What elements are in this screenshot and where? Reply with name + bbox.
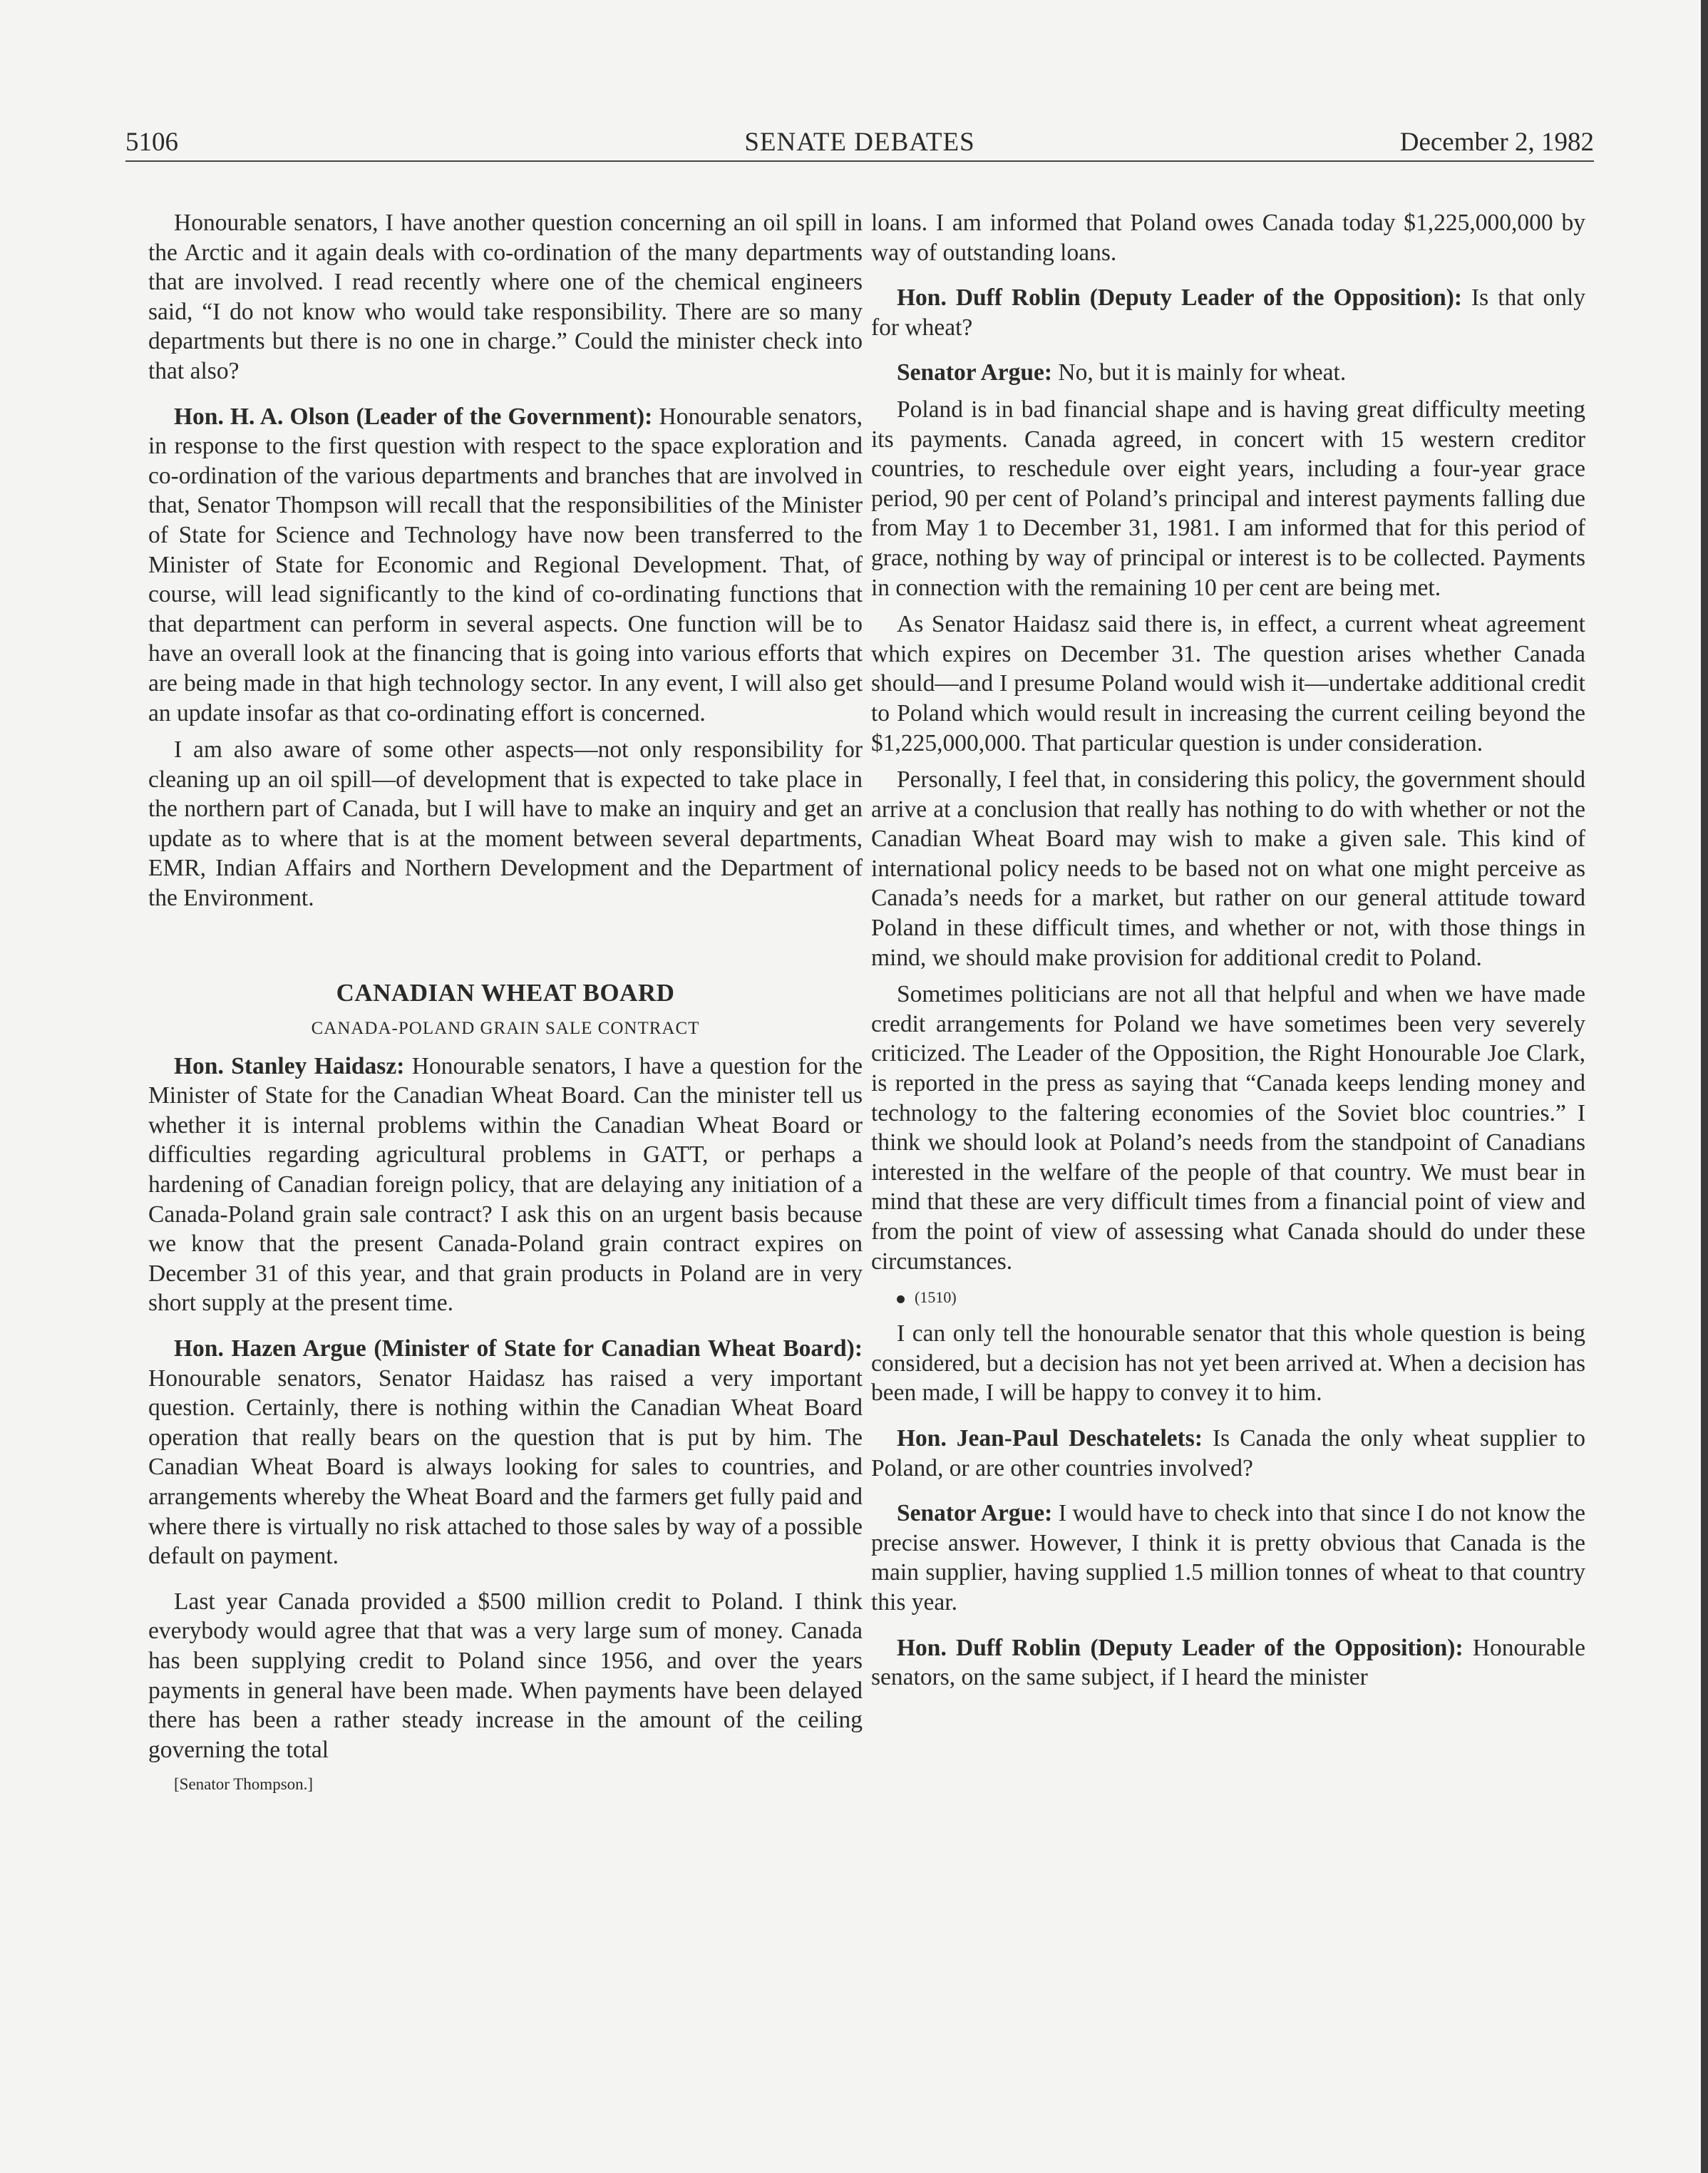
right-column [871,208,1585,1700]
paragraph: As Senator Haidasz said there is, in effect, a current wheat agreement which expires on December 31. The question arises whether Canada should—and I presume Poland would wish it—undertake additional credit to Poland which would result in increasing the current ceiling beyond the $1,225,000,000. That particular question is under consideration. [871,611,1585,756]
speech-text: Honourable senators, on the same subject, if I heard the minister [871,1634,1585,1691]
speaker-name: Hon. H. A. Olson (Leader of the Government): [174,403,653,430]
paragraph: I am also aware of some other aspects—not only responsibility for cleaning up an oil spill—of development that is expected to take place in the northern part of Canada, but I will have to make an inquiry and get an update as to where that is at the moment between several departments, EMR, Indian Affairs and Northern Development and the Department of the Environment. [148,736,863,912]
speech-text: Honourable senators, Senator Haidasz has raised a very important question. Certainly, there is nothing within the Canadian Wheat Board operation that really bears on the question that is put by him. The Canadian Wheat Board is always looking for sales to countries, and arrangements whereby the Wheat Board and the farmers get fully paid and where there is virtually no risk attached to those sales by way of a possible default on payment. [148,1365,863,1570]
speaker-name: Senator Argue: [897,1500,1053,1527]
time-marker [871,1283,1585,1312]
paragraph: Personally, I feel that, in considering this policy, the government should arrive at a conclusion that really has nothing to do with whether or not the Canadian Wheat Board may wish to make a given sale. This kind of international policy needs to be based not on what one might perceive as Canada’s needs for a market, but rather on our general attitude toward Poland in these difficult times, and whether or not, with those things in mind, we should make provision for additional credit to Poland. [871,766,1585,971]
publication-title: SENATE DEBATES [744,128,975,157]
bullet-icon [897,1295,905,1303]
subsection-heading: CANADA-POLAND GRAIN SALE CONTRACT [311,1018,700,1038]
paragraph: Poland is in bad financial shape and is having great difficulty meeting its payments. Canada agreed, in concert with 15 western creditor countries, to reschedule over eight years, including a four-year grace period, 90 per cent of Poland’s principal and interest payments falling due from May 1 to December 31, 1981. I am informed that for this period of grace, nothing by way of principal or interest is to be collected. Payments in connection with the remaining 10 per cent are being met. [871,396,1585,601]
paragraph: loans. I am informed that Poland owes Canada today $1,225,000,000 by way of outstanding loans. [871,210,1585,266]
speaker-name: Hon. Hazen Argue (Minister of State for Canadian Wheat Board): [174,1335,863,1362]
left-column [148,208,863,1804]
speaker-name: Hon. Duff Roblin (Deputy Leader of the Opposition): [897,1634,1463,1661]
speech-text: No, but it is mainly for wheat. [1052,359,1347,386]
header-rule [125,160,1594,162]
footnote: [Senator Thompson.] [174,1775,314,1794]
paragraph [148,1052,863,1318]
speaker-name: Hon. Stanley Haidasz: [174,1052,405,1079]
time-marker-text: (1510) [915,1288,957,1307]
publication-date: December 2, 1982 [1399,128,1594,157]
paragraph: Last year Canada provided a $500 million credit to Poland. I think everybody would agree that that was a very large sum of money. Canada has been supplying credit to Poland since 1956, and over the years payments in general have been made. When payments have been delayed there has been a rather steady increase in the amount of the ceiling governing the total [148,1588,863,1763]
speech-text: Honourable senators, in response to the first question with respect to the space exploration and co-ordination of the various departments and branches that are involved in that, Senator Thompson will recall that the responsibilities of the Minister of State for Science and Technology have now been transferred to the Minister of State for Economic and Regional Development. That, of course, will lead significantly to the kind of co-ordinating functions that that department can perform in several aspects. One function will be to have an overall look at the financing that is going into various efforts that are being made in that high technology sector. In any event, I will also get an update insofar as that co-ordinating effort is concerned. [148,403,863,726]
speaker-name: Senator Argue: [897,359,1053,386]
page-number: 5106 [125,128,178,157]
speaker-name: Hon. Jean-Paul Deschatelets: [897,1424,1203,1452]
speech-text: Is that only for wheat? [871,284,1585,341]
paragraph [871,1424,1585,1483]
page-edge [1701,0,1708,2173]
paragraph: Sometimes politicians are not all that helpful and when we have made credit arrangements for Poland we have sometimes been very severely criticized. The Leader of the Opposition, the Right Honourable Joe Clark, is reported in the press as saying that “Canada keeps lending money and technology to the faltering economies of the Soviet bloc countries.” I think we should look at Poland’s needs from the standpoint of Canadians interested in the welfare of the people of that country. We must bear in mind that these are very difficult times from a financial point of view and from the point of view of assessing what Canada should do under these circumstances. [871,981,1585,1275]
paragraph [148,1334,863,1571]
paragraph [871,358,1585,388]
paragraph [871,1499,1585,1617]
section-heading: CANADIAN WHEAT BOARD [336,978,675,1007]
speech-text: I would have to check into that since I do not know the precise answer. However, I think it is pretty obvious that Canada is the main supplier, having supplied 1.5 million tonnes of wheat to that country this year. [871,1500,1585,1615]
paragraph [871,283,1585,342]
paragraph [871,1633,1585,1692]
speech-text: Honourable senators, I have a question for the Minister of State for the Canadian Wheat Board. Can the minister tell us whether it is internal problems within the Canadian Wheat Board or difficulties regarding agricultural problems in GATT, or perhaps a hardening of Canadian foreign policy, that are delaying any initiation of a Canada-Poland grain sale contract? I ask this on an urgent basis because we know that the present Canada-Poland grain contract expires on December 31 of this year, and that grain products in Poland are in very short supply at the present time. [148,1052,863,1317]
paragraph: I can only tell the honourable senator that this whole question is being considered, but a decision has not yet been arrived at. When a decision has been made, I will be happy to convey it to him. [871,1320,1585,1407]
paragraph [148,402,863,729]
paragraph: Honourable senators, I have another question concerning an oil spill in the Arctic and it again deals with co-ordination of the many departments that are involved. I read recently where one of the chemical engineers said, “I do not know who would take responsibility. There are so many departments but there is no one in charge.” Could the minister check into that also? [148,210,863,384]
speaker-name: Hon. Duff Roblin (Deputy Leader of the Opposition): [897,284,1463,312]
speech-text: Is Canada the only wheat supplier to Poland, or are other countries involved? [871,1424,1585,1481]
page-header [125,125,1594,160]
